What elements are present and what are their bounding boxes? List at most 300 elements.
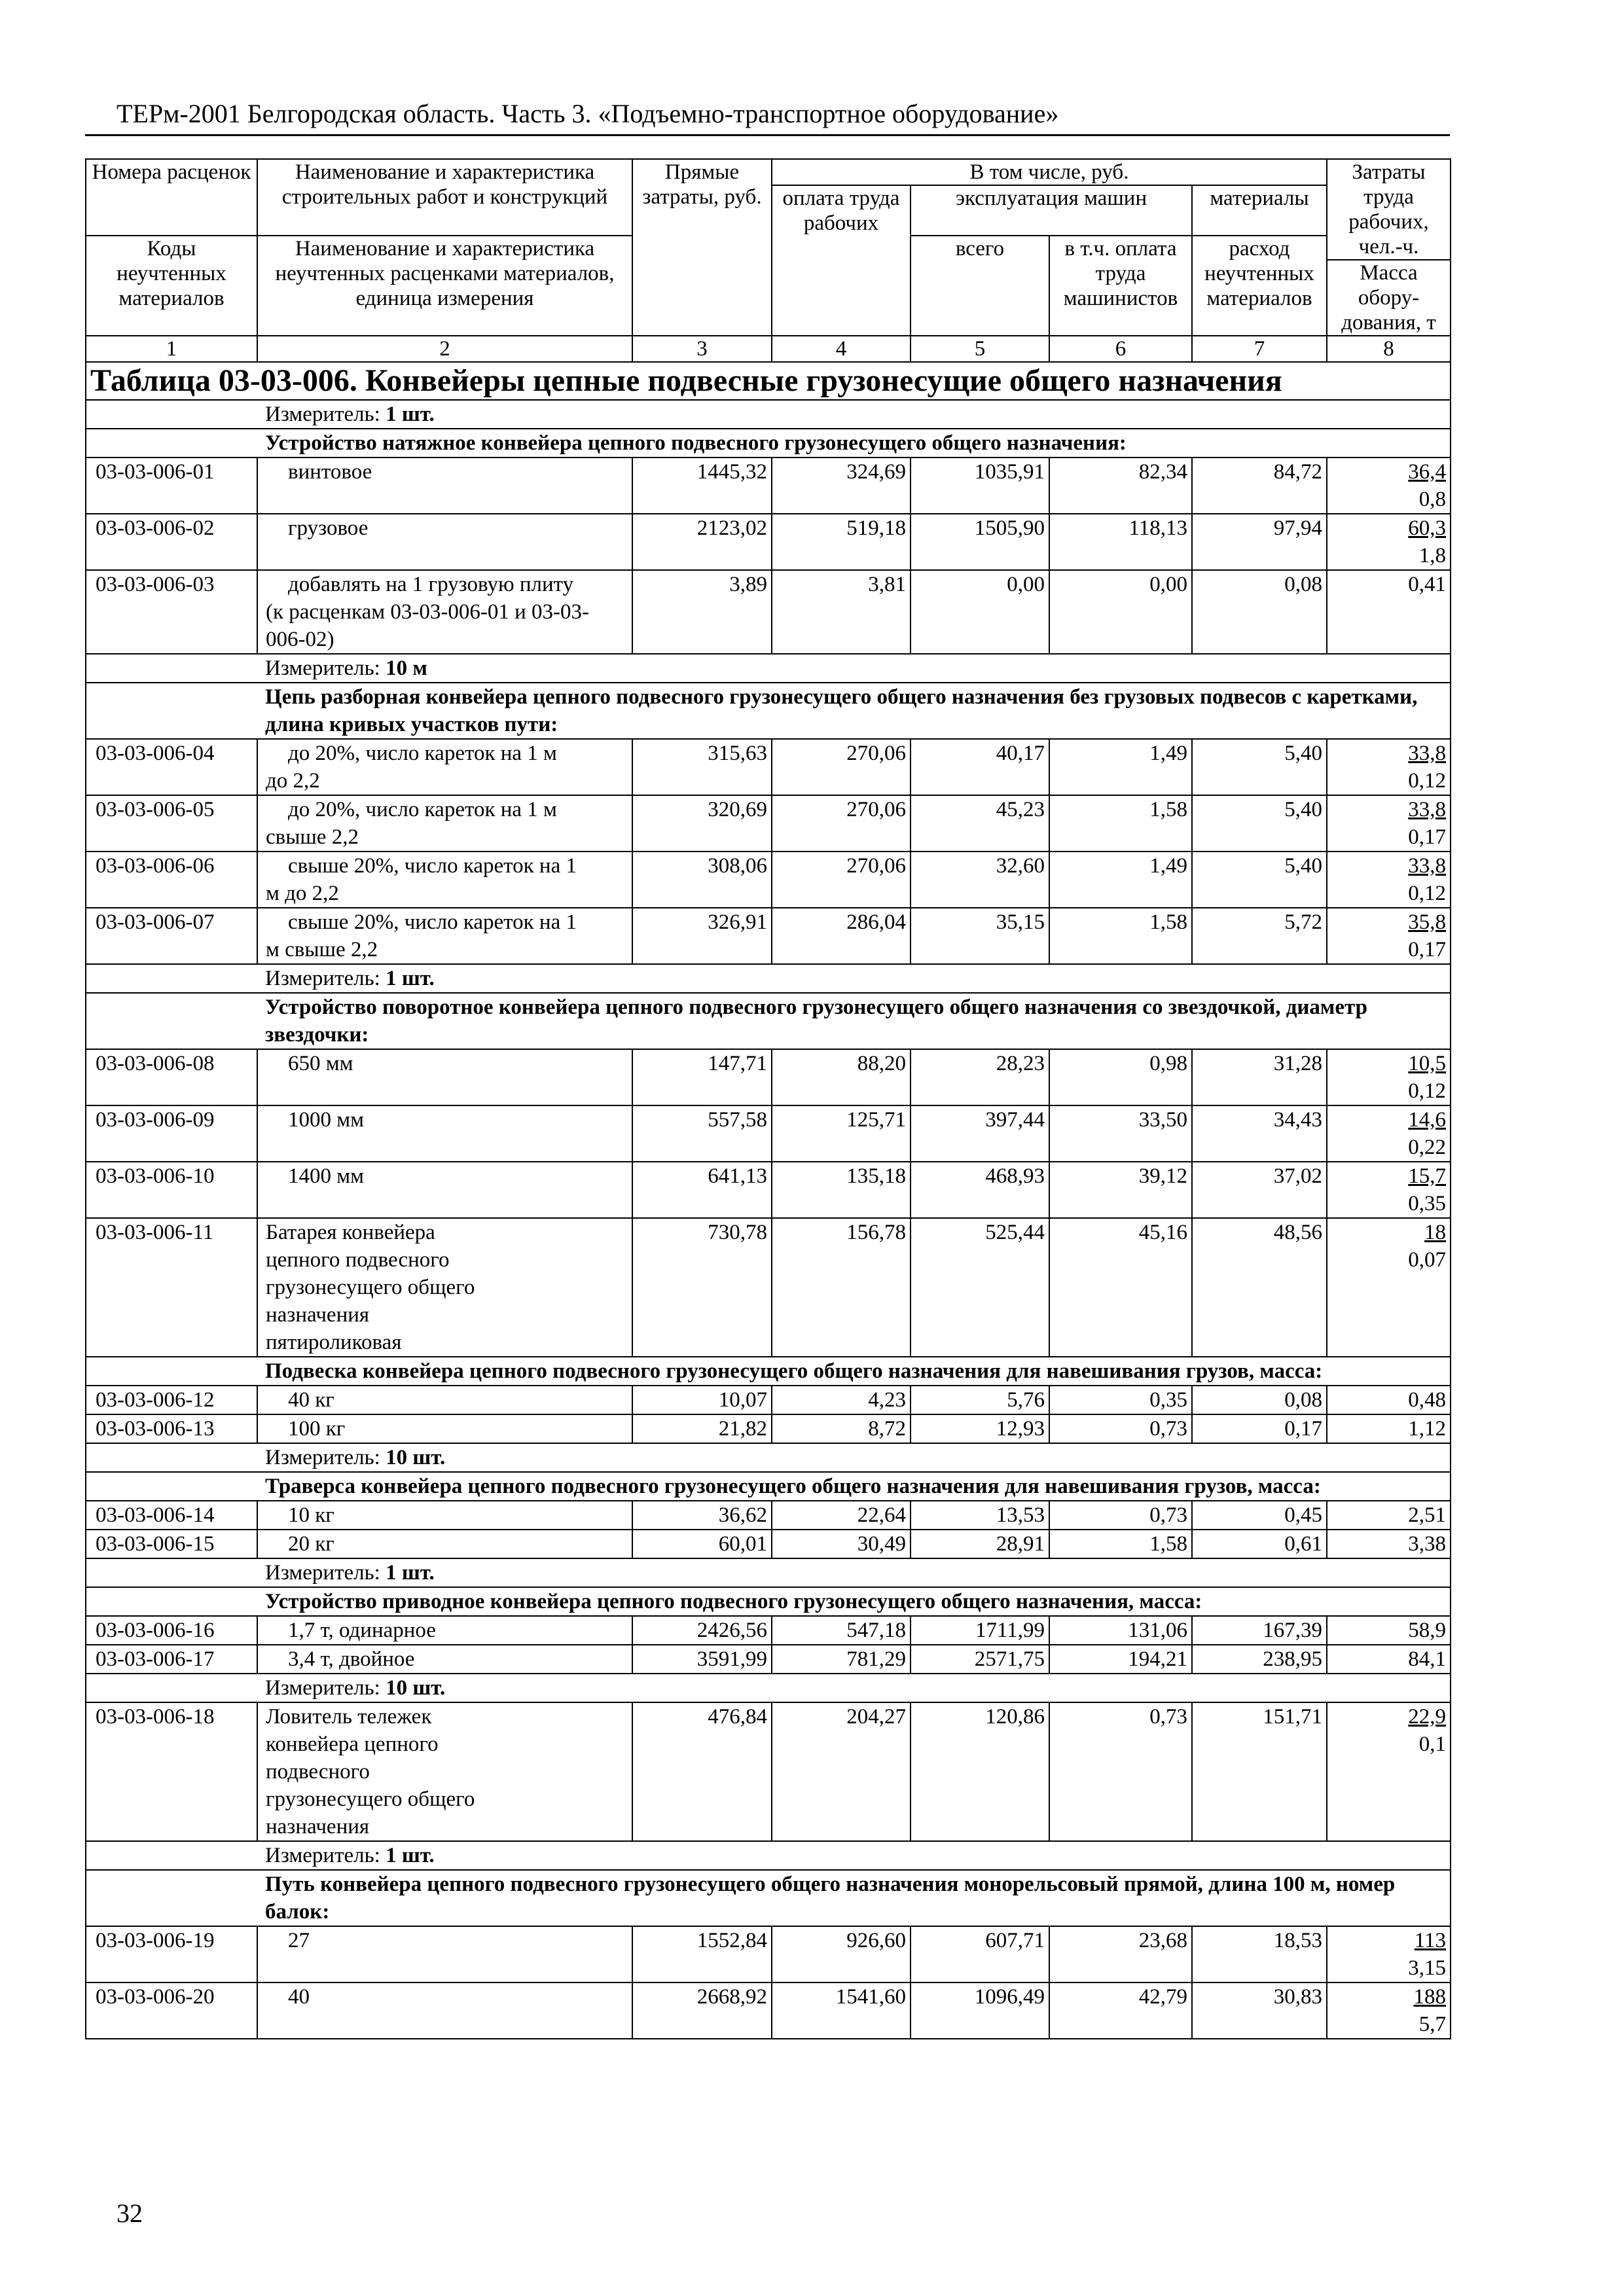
table-cell xyxy=(1327,795,1451,852)
table-cell: 1552,84 xyxy=(632,1926,772,1982)
table-cell xyxy=(86,1587,257,1616)
table-cell: 3591,99 xyxy=(632,1645,772,1674)
table-cell: 147,71 xyxy=(632,1049,772,1105)
table-cell xyxy=(1327,1162,1451,1218)
table-cell: 39,12 xyxy=(1049,1162,1192,1218)
table-title: Таблица 03-03-006. Конвейеры цепные подвесные грузонесущие общего назначения xyxy=(86,362,1451,400)
measure-row xyxy=(86,1558,1451,1587)
table-cell: 5,76 xyxy=(911,1386,1049,1414)
table-cell: 270,06 xyxy=(772,852,911,908)
table-cell: 0,41 xyxy=(1327,570,1451,654)
table-cell: 0,73 xyxy=(1049,1501,1192,1530)
table-cell: 1,58 xyxy=(1049,1530,1192,1558)
table-row xyxy=(86,1386,1451,1414)
table-cell: 5,40 xyxy=(1192,852,1327,908)
table-cell: 1035,91 xyxy=(911,457,1049,514)
measure-unit xyxy=(257,1841,1451,1870)
page-number: 32 xyxy=(117,2198,143,2228)
table-cell: 40 кг xyxy=(257,1386,632,1414)
table-cell: 10 кг xyxy=(257,1501,632,1530)
table-cell: 2571,75 xyxy=(911,1645,1049,1674)
table-cell: 97,94 xyxy=(1192,514,1327,570)
table-cell: 156,78 xyxy=(772,1218,911,1357)
table-cell: 0,08 xyxy=(1192,570,1327,654)
table-cell: 5,40 xyxy=(1192,739,1327,795)
table-row xyxy=(86,1162,1451,1218)
measure-unit xyxy=(257,400,1451,429)
table-row xyxy=(86,908,1451,964)
table-cell: 03-03-006-11 xyxy=(86,1218,257,1357)
table-cell: 557,58 xyxy=(632,1105,772,1162)
column-number: 6 xyxy=(1049,336,1192,362)
column-numbers-row xyxy=(86,336,1451,362)
table-cell: 82,34 xyxy=(1049,457,1192,514)
table-cell: 3,4 т, двойное xyxy=(257,1645,632,1674)
column-number: 1 xyxy=(86,336,257,362)
table-cell: 03-03-006-12 xyxy=(86,1386,257,1414)
table-row xyxy=(86,852,1451,908)
table-row xyxy=(86,1702,1451,1841)
cell-text: 35,8 xyxy=(1408,910,1447,934)
table-cell: 3,38 xyxy=(1327,1530,1451,1558)
table-cell: 781,29 xyxy=(772,1645,911,1674)
cell-text: 33,8 xyxy=(1408,798,1447,821)
cell-text: 18 xyxy=(1424,1221,1447,1244)
cell-text: 113 xyxy=(1414,1929,1447,1952)
column-number: 4 xyxy=(772,336,911,362)
measure-unit xyxy=(257,1558,1451,1587)
table-cell: 03-03-006-18 xyxy=(86,1702,257,1841)
header-materials: материалы xyxy=(1192,185,1327,236)
table-cell: 33,50 xyxy=(1049,1105,1192,1162)
table-cell: Батарея конвейера цепного подвесного грузонесущего общего назначения пятироликовая xyxy=(257,1218,632,1357)
cell-text: (к расценкам 03-03-006-01 и 03-03-006-02) xyxy=(266,600,589,651)
cell-text: 33,8 xyxy=(1408,854,1447,878)
table-cell: 20 кг xyxy=(257,1530,632,1558)
cell-text: м до 2,2 xyxy=(266,882,339,905)
table-cell: 03-03-006-16 xyxy=(86,1616,257,1645)
column-number: 3 xyxy=(632,336,772,362)
table-cell: 30,83 xyxy=(1192,1982,1327,2039)
measure-row xyxy=(86,654,1451,683)
table-cell: 120,86 xyxy=(911,1702,1049,1841)
cell-text: 22,9 xyxy=(1408,1705,1447,1729)
table-cell: 926,60 xyxy=(772,1926,911,1982)
table-cell: 131,06 xyxy=(1049,1616,1192,1645)
running-header: ТЕРм-2001 Белгородская область. Часть 3. «Подъемно-транспортное оборудование» xyxy=(117,99,1059,128)
table-cell: 0,73 xyxy=(1049,1702,1192,1841)
table-cell: Ловитель тележек конвейера цепного подвесного грузонесущего общего назначения xyxy=(257,1702,632,1841)
cell-text: свыше 20%, число кареток на 1 xyxy=(288,854,577,878)
section-row xyxy=(86,1472,1451,1501)
table-cell: 88,20 xyxy=(772,1049,911,1105)
section-row xyxy=(86,993,1451,1049)
column-number: 5 xyxy=(911,336,1049,362)
table-cell: 03-03-006-06 xyxy=(86,852,257,908)
table-cell: 2426,56 xyxy=(632,1616,772,1645)
table-cell: 13,53 xyxy=(911,1501,1049,1530)
table-cell xyxy=(257,795,632,852)
table-cell xyxy=(1327,1218,1451,1357)
cell-text: 36,4 xyxy=(1408,460,1447,484)
table-cell: 0,35 xyxy=(1049,1386,1192,1414)
table-cell xyxy=(257,852,632,908)
table-row xyxy=(86,514,1451,570)
table-cell: 27 xyxy=(257,1926,632,1982)
table-cell: 650 мм xyxy=(257,1049,632,1105)
cell-text: 15,7 xyxy=(1408,1164,1447,1188)
table-cell: 0,48 xyxy=(1327,1386,1451,1414)
cell-text: 10 шт. xyxy=(386,1676,446,1700)
table-cell: 525,44 xyxy=(911,1218,1049,1357)
header-rate-numbers: Номера расценок xyxy=(86,159,257,236)
header-material-use: расход неучтенных материалов xyxy=(1192,236,1327,336)
table-cell: 1445,32 xyxy=(632,457,772,514)
table-cell: 58,9 xyxy=(1327,1616,1451,1645)
table-cell xyxy=(1327,739,1451,795)
cell-text: 3,15 xyxy=(1408,1956,1447,1980)
table-cell: 4,23 xyxy=(772,1386,911,1414)
table-cell xyxy=(86,1558,257,1587)
table-cell: 03-03-006-01 xyxy=(86,457,257,514)
table-cell: 5,40 xyxy=(1192,795,1327,852)
header-direct-costs: Прямые затраты, руб. xyxy=(632,159,772,336)
cell-text: 1 шт. xyxy=(386,1844,435,1867)
cell-text: 0,17 xyxy=(1408,825,1447,849)
table-cell xyxy=(86,993,257,1049)
table-cell: 03-03-006-14 xyxy=(86,1501,257,1530)
header-machines-total: всего xyxy=(911,236,1049,336)
cell-text: 10 шт. xyxy=(386,1446,446,1469)
cell-text: 10,5 xyxy=(1408,1052,1447,1075)
header-wages: оплата труда рабочих xyxy=(772,185,911,336)
cell-text: 5,7 xyxy=(1418,2013,1447,2036)
cell-text: добавлять на 1 грузовую плиту xyxy=(288,573,574,596)
table-cell: 03-03-006-17 xyxy=(86,1645,257,1674)
cell-text: 0,12 xyxy=(1408,769,1447,793)
cell-text: 0,12 xyxy=(1408,882,1447,905)
table-cell: 1,12 xyxy=(1327,1414,1451,1443)
cell-text: 0,8 xyxy=(1418,488,1447,511)
cell-text: 14,6 xyxy=(1408,1108,1447,1132)
table-cell: 8,72 xyxy=(772,1414,911,1443)
table-cell: 0,00 xyxy=(1049,570,1192,654)
cell-text: 33,8 xyxy=(1408,742,1447,765)
table-cell: 308,06 xyxy=(632,852,772,908)
table-cell: 1,49 xyxy=(1049,739,1192,795)
table-cell: 03-03-006-10 xyxy=(86,1162,257,1218)
table-cell xyxy=(1327,1926,1451,1982)
table-cell: 1541,60 xyxy=(772,1982,911,2039)
table-cell: 03-03-006-09 xyxy=(86,1105,257,1162)
column-number: 2 xyxy=(257,336,632,362)
table-cell: 326,91 xyxy=(632,908,772,964)
measure-unit xyxy=(257,1443,1451,1472)
section-row xyxy=(86,1587,1451,1616)
table-cell: 1,58 xyxy=(1049,795,1192,852)
table-cell xyxy=(86,1674,257,1702)
cell-text: свыше 20%, число кареток на 1 xyxy=(288,910,577,934)
table-cell: 84,72 xyxy=(1192,457,1327,514)
cell-text: 0,07 xyxy=(1408,1248,1447,1272)
table-cell: 40,17 xyxy=(911,739,1049,795)
table-cell: 1,58 xyxy=(1049,908,1192,964)
section-heading: Подвеска конвейера цепного подвесного грузонесущего общего назначения для навешивания грузов, масса: xyxy=(257,1357,1451,1386)
section-heading: Путь конвейера цепного подвесного грузонесущего общего назначения монорельсовый прямой, длина 100 м, номер балок: xyxy=(257,1870,1451,1926)
table-cell xyxy=(86,654,257,683)
table-cell: 34,43 xyxy=(1192,1105,1327,1162)
table-cell: 1,49 xyxy=(1049,852,1192,908)
table-row xyxy=(86,1218,1451,1357)
cell-text: Измеритель: xyxy=(265,1446,380,1469)
table-cell: 03-03-006-05 xyxy=(86,795,257,852)
measure-row xyxy=(86,964,1451,993)
table-cell: 125,71 xyxy=(772,1105,911,1162)
table-cell: 60,01 xyxy=(632,1530,772,1558)
table-cell: 0,08 xyxy=(1192,1386,1327,1414)
cell-text: м свыше 2,2 xyxy=(266,938,378,961)
table-cell: 42,79 xyxy=(1049,1982,1192,2039)
table-cell: 100 кг xyxy=(257,1414,632,1443)
table-cell xyxy=(86,429,257,457)
header-labor-costs: Затраты труда рабочих, чел.-ч. xyxy=(1327,159,1451,260)
table-cell: 324,69 xyxy=(772,457,911,514)
table-cell: 03-03-006-20 xyxy=(86,1982,257,2039)
cell-text: до 20%, число кареток на 1 м xyxy=(288,742,557,765)
table-cell: 03-03-006-19 xyxy=(86,1926,257,1982)
measure-unit xyxy=(257,964,1451,993)
table-row xyxy=(86,795,1451,852)
header-equipment-mass: Масса обору-дования, т xyxy=(1327,260,1451,336)
table-cell: 1,7 т, одинарное xyxy=(257,1616,632,1645)
table-cell: 238,95 xyxy=(1192,1645,1327,1674)
table-cell: 151,71 xyxy=(1192,1702,1327,1841)
table-cell: 315,63 xyxy=(632,739,772,795)
table-cell: 1711,99 xyxy=(911,1616,1049,1645)
table-cell: 167,39 xyxy=(1192,1616,1327,1645)
table-cell: 31,28 xyxy=(1192,1049,1327,1105)
measure-row xyxy=(86,1841,1451,1870)
section-heading: Цепь разборная конвейера цепного подвесного грузонесущего общего назначения без грузовых подвесов с каретками, длина кривых участков пути: xyxy=(257,683,1451,739)
cell-text: 0,17 xyxy=(1408,938,1447,961)
table-cell: 30,49 xyxy=(772,1530,911,1558)
header-unaccounted-codes: Коды неучтенных материалов xyxy=(86,236,257,336)
cell-text: 1 шт. xyxy=(386,403,435,426)
section-heading: Траверса конвейера цепного подвесного грузонесущего общего назначения для навешивания грузов, масса: xyxy=(257,1472,1451,1501)
table-row xyxy=(86,1105,1451,1162)
table-cell: 204,27 xyxy=(772,1702,911,1841)
table-cell: 118,13 xyxy=(1049,514,1192,570)
table-cell xyxy=(1327,908,1451,964)
table-cell: 0,73 xyxy=(1049,1414,1192,1443)
table-cell: 03-03-006-03 xyxy=(86,570,257,654)
table-cell xyxy=(1327,514,1451,570)
table-cell: 28,23 xyxy=(911,1049,1049,1105)
table-cell: 12,93 xyxy=(911,1414,1049,1443)
table-cell: 519,18 xyxy=(772,514,911,570)
measure-row xyxy=(86,1674,1451,1702)
table-cell xyxy=(86,1443,257,1472)
header-work-name: Наименование и характеристика строительных работ и конструкций xyxy=(257,159,632,236)
cell-text: 0,22 xyxy=(1408,1136,1447,1159)
table-cell: 03-03-006-07 xyxy=(86,908,257,964)
table-cell xyxy=(86,1357,257,1386)
table-cell xyxy=(257,908,632,964)
table-cell: 1505,90 xyxy=(911,514,1049,570)
table-row xyxy=(86,457,1451,514)
table-cell: 468,93 xyxy=(911,1162,1049,1218)
table-row xyxy=(86,570,1451,654)
table-row xyxy=(86,1926,1451,1982)
table-cell: 1000 мм xyxy=(257,1105,632,1162)
measure-row xyxy=(86,400,1451,429)
table-cell: 23,68 xyxy=(1049,1926,1192,1982)
table-cell: 135,18 xyxy=(772,1162,911,1218)
measure-unit xyxy=(257,654,1451,683)
table-cell: 28,91 xyxy=(911,1530,1049,1558)
header-machinist-wages: в т.ч. оплата труда машинистов xyxy=(1049,236,1192,336)
table-cell: 84,1 xyxy=(1327,1645,1451,1674)
cell-text: 0,35 xyxy=(1408,1192,1447,1215)
cell-text: Измеритель: xyxy=(265,1676,380,1700)
table-cell: 194,21 xyxy=(1049,1645,1192,1674)
table-row xyxy=(86,1049,1451,1105)
table-cell: 0,98 xyxy=(1049,1049,1192,1105)
section-heading: Устройство приводное конвейера цепного подвесного грузонесущего общего назначения, масса: xyxy=(257,1587,1451,1616)
cell-text: 1 шт. xyxy=(386,967,435,990)
table-cell: 270,06 xyxy=(772,795,911,852)
table-row xyxy=(86,1616,1451,1645)
table-cell: 21,82 xyxy=(632,1414,772,1443)
column-number: 7 xyxy=(1192,336,1327,362)
cell-text: 60,3 xyxy=(1408,516,1447,540)
table-cell xyxy=(86,683,257,739)
table-cell: 2123,02 xyxy=(632,514,772,570)
cell-text: 1,8 xyxy=(1418,544,1447,567)
table-cell xyxy=(1327,457,1451,514)
table-cell xyxy=(86,1841,257,1870)
table-cell xyxy=(1327,852,1451,908)
table-cell: 0,45 xyxy=(1192,1501,1327,1530)
section-row xyxy=(86,1357,1451,1386)
cell-text: Измеритель: xyxy=(265,967,380,990)
table-cell: 320,69 xyxy=(632,795,772,852)
table-cell: грузовое xyxy=(257,514,632,570)
table-cell: 397,44 xyxy=(911,1105,1049,1162)
table-cell: 3,89 xyxy=(632,570,772,654)
table-cell: 10,07 xyxy=(632,1386,772,1414)
section-row xyxy=(86,1870,1451,1926)
table-cell: 547,18 xyxy=(772,1616,911,1645)
table-cell: 36,62 xyxy=(632,1501,772,1530)
table-cell: 18,53 xyxy=(1192,1926,1327,1982)
table-cell xyxy=(86,964,257,993)
table-cell xyxy=(257,570,632,654)
table-cell: винтовое xyxy=(257,457,632,514)
table-cell: 3,81 xyxy=(772,570,911,654)
cell-text: 0,12 xyxy=(1408,1079,1447,1103)
table-cell xyxy=(1327,1702,1451,1841)
table-cell: 22,64 xyxy=(772,1501,911,1530)
cell-text: до 2,2 xyxy=(266,769,320,793)
cell-text: Измеритель: xyxy=(265,1561,380,1585)
cell-text: Измеритель: xyxy=(265,1844,380,1867)
table-cell: 40 xyxy=(257,1982,632,2039)
section-heading: Устройство натяжное конвейера цепного подвесного грузонесущего общего назначения: xyxy=(257,429,1451,457)
cell-text: Измеритель: xyxy=(265,403,380,426)
cell-text: 10 м xyxy=(386,656,427,680)
table-cell: 1400 мм xyxy=(257,1162,632,1218)
column-number: 8 xyxy=(1327,336,1451,362)
table-row xyxy=(86,739,1451,795)
header-row-1 xyxy=(86,159,1451,185)
table-cell: 1096,49 xyxy=(911,1982,1049,2039)
table-row xyxy=(86,1982,1451,2039)
header-including: В том числе, руб. xyxy=(772,159,1327,185)
table-cell xyxy=(86,1472,257,1501)
table-cell xyxy=(1327,1982,1451,2039)
rates-table xyxy=(85,158,1451,2039)
table-cell: 03-03-006-13 xyxy=(86,1414,257,1443)
header-unaccounted-names: Наименование и характеристика неучтенных расценками материалов, единица измерения xyxy=(257,236,632,336)
table-cell: 5,72 xyxy=(1192,908,1327,964)
table-cell: 0,00 xyxy=(911,570,1049,654)
table-row xyxy=(86,1414,1451,1443)
table-cell: 03-03-006-02 xyxy=(86,514,257,570)
table-cell xyxy=(1327,1105,1451,1162)
table-cell xyxy=(1327,1049,1451,1105)
table-cell: 607,71 xyxy=(911,1926,1049,1982)
cell-text: Измеритель: xyxy=(265,656,380,680)
table-cell: 03-03-006-15 xyxy=(86,1530,257,1558)
table-row xyxy=(86,1645,1451,1674)
table-cell: 730,78 xyxy=(632,1218,772,1357)
table-cell: 45,16 xyxy=(1049,1218,1192,1357)
measure-row xyxy=(86,1443,1451,1472)
cell-text: 0,1 xyxy=(1418,1732,1447,1756)
table-cell: 32,60 xyxy=(911,852,1049,908)
section-row xyxy=(86,429,1451,457)
table-cell xyxy=(86,1870,257,1926)
table-cell: 641,13 xyxy=(632,1162,772,1218)
table-title-row xyxy=(86,362,1451,400)
table-cell: 03-03-006-04 xyxy=(86,739,257,795)
table-row xyxy=(86,1530,1451,1558)
table-cell: 0,61 xyxy=(1192,1530,1327,1558)
table-cell: 2,51 xyxy=(1327,1501,1451,1530)
table-cell: 2668,92 xyxy=(632,1982,772,2039)
cell-text: 188 xyxy=(1413,1985,1447,2009)
table-cell: 476,84 xyxy=(632,1702,772,1841)
section-row xyxy=(86,683,1451,739)
cell-text: до 20%, число кареток на 1 м xyxy=(288,798,557,821)
table-cell: 0,17 xyxy=(1192,1414,1327,1443)
table-cell: 35,15 xyxy=(911,908,1049,964)
table-cell: 37,02 xyxy=(1192,1162,1327,1218)
cell-text: 1 шт. xyxy=(386,1561,435,1585)
cell-text: свыше 2,2 xyxy=(266,825,359,849)
table-cell: 286,04 xyxy=(772,908,911,964)
measure-unit xyxy=(257,1674,1451,1702)
table-cell: 03-03-006-08 xyxy=(86,1049,257,1105)
table-cell: 48,56 xyxy=(1192,1218,1327,1357)
table-cell xyxy=(257,739,632,795)
table-row xyxy=(86,1501,1451,1530)
table-cell xyxy=(86,400,257,429)
header-machines: эксплуатация машин xyxy=(911,185,1192,236)
section-heading: Устройство поворотное конвейера цепного подвесного грузонесущего общего назначения со звездочкой, диаметр звездочки: xyxy=(257,993,1451,1049)
table-cell: 270,06 xyxy=(772,739,911,795)
